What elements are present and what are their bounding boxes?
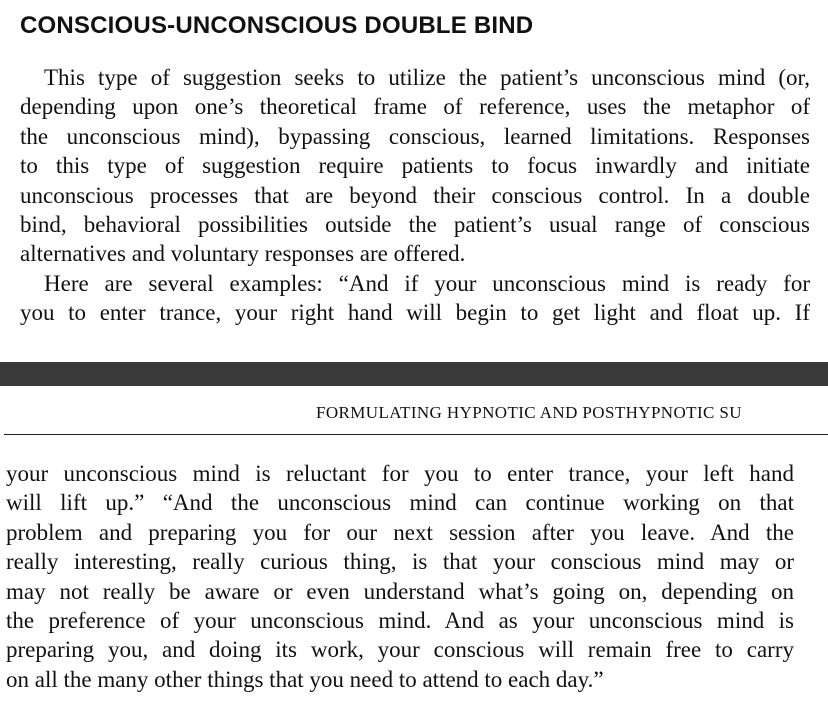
header-rule [4,434,828,435]
text-line: preparing you, and doing its work, your conscious will remain free to carry [6,637,794,663]
text-line: your unconscious mind is reluctant for you to enter trance, your left hand [6,461,794,486]
text-line: the unconscious mind), bypassing conscious, learned limitations. Responses [20,123,810,149]
page-bottom-fragment [0,386,828,712]
section-body [20,63,810,328]
text-line: on all the many other things that you need to attend to each day.” [6,666,604,692]
text-line: depending upon one’s theoretical frame of reference, uses the metaphor of [20,94,810,120]
text-line: you to enter trance, your right hand will begin to get light and float up. If [20,300,810,326]
page-separator-band [0,362,828,386]
text-line: Here are several examples: “And if your unconscious mind is ready for [44,270,810,296]
section-heading: CONSCIOUS-UNCONSCIOUS DOUBLE BIND [20,12,534,39]
running-header: FORMULATING HYPNOTIC AND POSTHYPNOTIC SU [316,403,742,422]
text-line: really interesting, really curious thing, is that your conscious mind may or [6,549,794,575]
text-line: to this type of suggestion require patients to focus inwardly and initiate [20,153,810,179]
text-line: may not really be aware or even understand what’s going on, depending on [6,578,794,604]
text-line: the preference of your unconscious mind. And as your unconscious mind is [6,607,794,633]
text-line: problem and preparing you for our next session after you leave. And the [6,519,794,545]
text-line: will lift up.” “And the unconscious mind can continue working on that [6,490,794,516]
text-line: alternatives and voluntary responses are offered. [20,241,466,267]
text-line: unconscious processes that are beyond their conscious control. In a double [20,182,810,208]
text-line: bind, behavioral possibilities outside the patient’s usual range of conscious [20,211,810,237]
continuation-body [6,459,794,694]
text-line: This type of suggestion seeks to utilize the patient’s unconscious mind (or, [44,65,810,90]
